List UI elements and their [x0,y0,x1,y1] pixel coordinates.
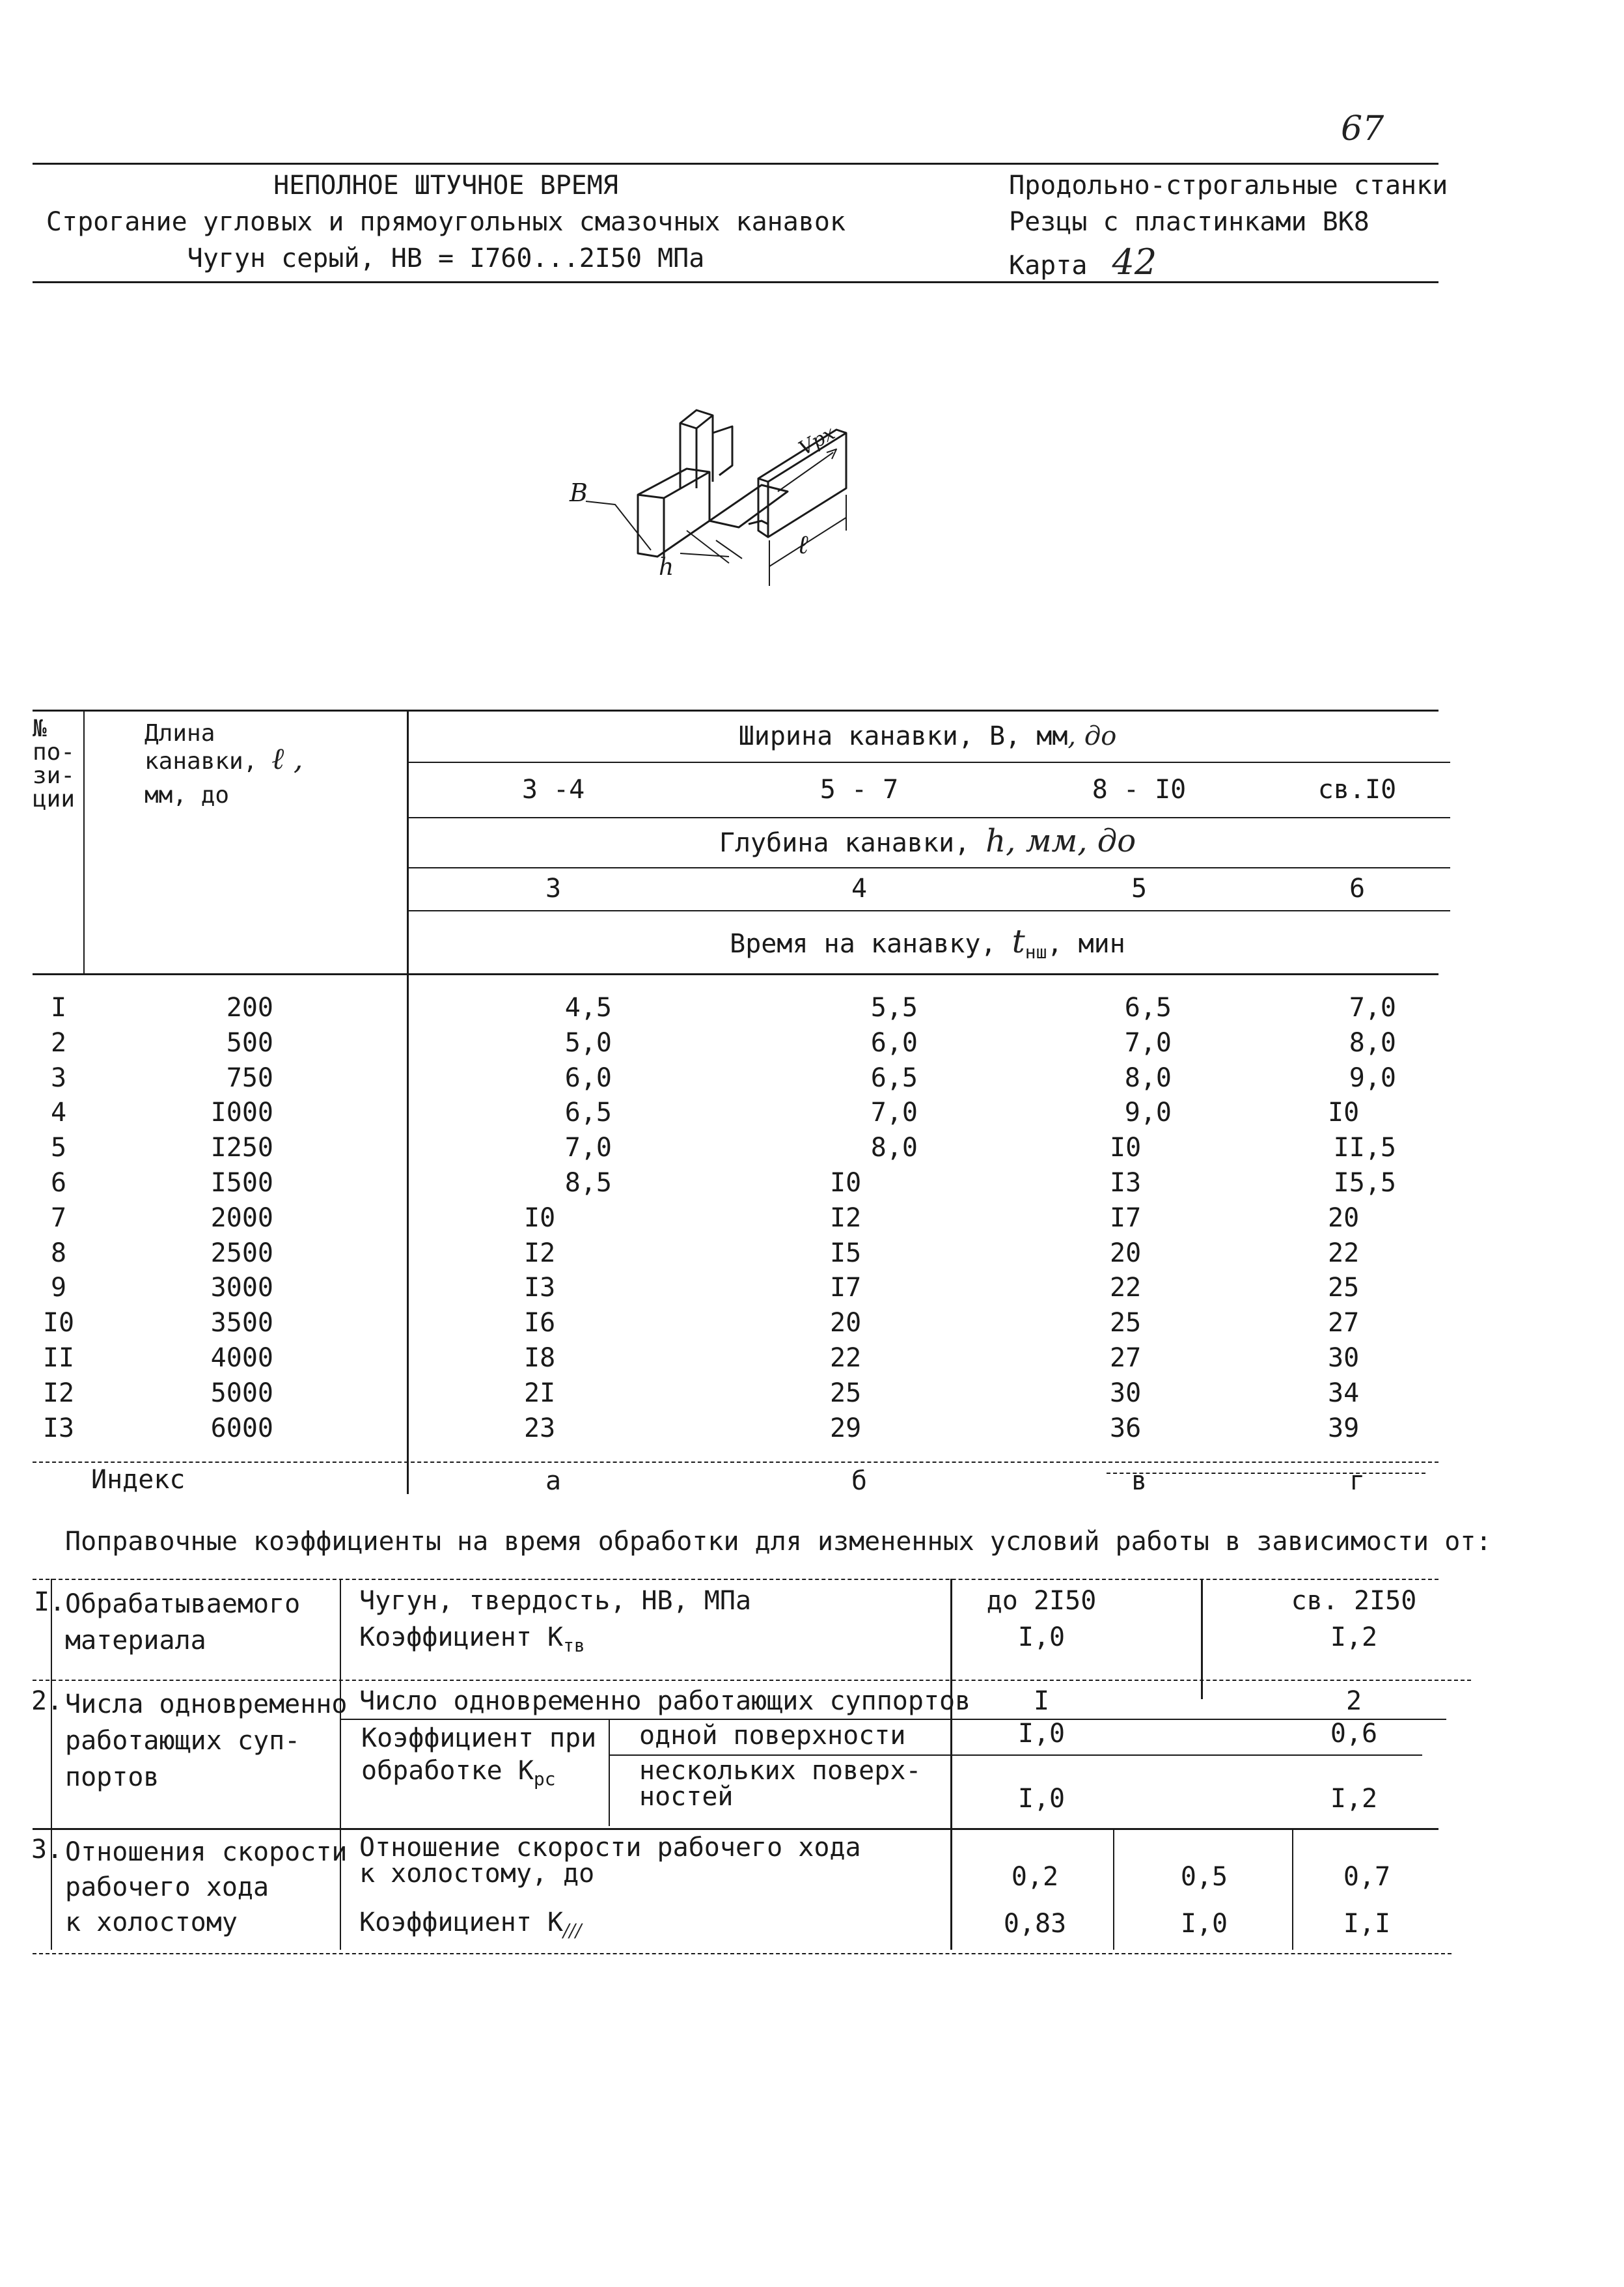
width-range: 3 -4 [521,775,585,805]
header-bottom-rule [33,281,1438,283]
row-time-value: 5,5 [870,993,918,1023]
row-time-value: 5,0 [564,1028,612,1058]
row-time-value: 8,0 [1349,1028,1396,1058]
corr-vline-val [950,1579,952,1950]
depth-header-handwritten: h, мм, до [985,823,1136,859]
s1-coef-label: Коэффициент $К_{тв}$ [359,1622,585,1656]
planing-sketch [547,391,872,605]
row-length: 500 [226,1028,273,1058]
row-length: 750 [226,1063,273,1093]
row-time-value: I5,5 [1333,1168,1396,1198]
row-time-value: 7,0 [870,1098,918,1128]
s3-ratio: 0,2 [1011,1862,1059,1892]
s3-coef: I,I [1343,1909,1391,1939]
sketch-label-h: h [659,554,674,581]
s2-vline-coef [609,1719,610,1826]
main-table-header-bottom-rule [33,973,1438,975]
time-symbol: t [1012,922,1025,960]
s2-one-surface: одной поверхности [639,1721,906,1751]
correction-intro: Поправочные коэффициенты на время обработки для измененных условий работы в зависимости от: [65,1527,1492,1557]
row-time-value: I2 [830,1203,862,1233]
row-pos: I3 [42,1413,75,1443]
time-unit: , мин [1047,929,1125,959]
s3-coef: I,0 [1180,1909,1228,1939]
time-sub: нш [1025,941,1047,963]
row-time-value: 8,0 [870,1133,918,1163]
row-time-value: 7,0 [1349,993,1396,1023]
width-range-rule [409,817,1450,818]
row-time-value: I5 [830,1238,862,1268]
row-time-value: I6 [524,1308,556,1338]
length-header-line: Длина [145,720,215,747]
header-tool: Резцы с пластинками ВК8 [1009,207,1369,237]
row-time-value: II,5 [1333,1133,1396,1163]
row-length: 2500 [210,1238,273,1268]
row-time-value: 7,0 [564,1133,612,1163]
depth-value: 5 [1131,874,1148,904]
row-length: 200 [226,993,273,1023]
s1-val-b: I,2 [1330,1622,1378,1652]
s1-bottom-rule [33,1680,1471,1681]
header-subtitle: Строгание угловых и прямоугольных смазочных канавок [46,207,846,237]
row-time-value: 27 [1328,1308,1360,1338]
s2-name: Числа одновременно работающих суп- портов [65,1689,348,1792]
width-header-rule [409,762,1450,763]
s3-vline-a [1113,1828,1114,1950]
row-time-value: I0 [1110,1133,1142,1163]
row-time-value: 6,5 [564,1098,612,1128]
row-time-value: I0 [1328,1098,1360,1128]
row-pos: 6 [50,1168,67,1198]
row-time-value: 23 [524,1413,556,1443]
index-value: в [1131,1466,1148,1496]
index-value: б [851,1466,868,1496]
card-label: Карта [1009,251,1088,281]
row-time-value: I7 [830,1273,862,1303]
length-header-line: мм, до [145,782,230,809]
s2-support-a: I [1033,1686,1050,1716]
row-length: I500 [210,1168,273,1198]
index-label: Индекс [91,1465,186,1495]
row-pos: 5 [50,1133,67,1163]
length-header [145,721,303,808]
s2-bottom-rule [33,1828,1438,1830]
s1-val-a-top: до 2I50 [986,1586,1097,1616]
depth-value: 6 [1349,874,1366,904]
row-time-value: 25 [1110,1308,1142,1338]
index-bottom-rule [1107,1473,1425,1474]
s2-num: 2. [31,1686,63,1716]
row-pos: II [42,1343,75,1373]
row-length: I000 [210,1098,273,1128]
row-length: 4000 [210,1343,273,1373]
header-machine: Продольно-строгальные станки [1009,171,1448,201]
sketch-groove [709,485,788,527]
width-range: 8 - I0 [1092,775,1187,805]
s3-coef: 0,83 [1003,1909,1067,1939]
row-length: 3000 [210,1273,273,1303]
row-time-value: 22 [1110,1273,1142,1303]
index-rule [33,1462,1438,1463]
row-pos: 3 [50,1063,67,1093]
row-time-value: 6,5 [1124,993,1172,1023]
row-time-value: 8,0 [1124,1063,1172,1093]
depth-value: 4 [851,874,868,904]
row-time-value: 6,0 [870,1028,918,1058]
pos-header-line: зи- [33,762,76,789]
row-time-value: I7 [1110,1203,1142,1233]
corr-top-rule [33,1579,1438,1580]
length-header-line: канавки, ℓ , [145,741,303,776]
row-length: 6000 [210,1413,273,1443]
pos-header-line: по- [33,739,76,766]
row-time-value: 25 [830,1378,862,1408]
card-number: 42 [1112,242,1157,283]
header-top-rule [33,163,1438,165]
row-pos: 2 [50,1028,67,1058]
header-card [1009,242,1157,283]
row-time-value: 29 [830,1413,862,1443]
s2-many-surfaces: нескольких поверх- ностей [639,1756,922,1812]
s1-name: Обрабатываемого материала [65,1589,301,1656]
s2-one-b: 0,6 [1330,1719,1378,1749]
corr-bottom-rule [33,1953,1452,1954]
width-header-handwritten: , до [1067,721,1117,751]
row-time-value: 30 [1328,1343,1360,1373]
row-time-value: 20 [1110,1238,1142,1268]
s2-many-a: I,0 [1017,1784,1066,1814]
width-header: Ширина канавки, В, мм, до [738,721,1117,751]
s3-coef-label: Коэффициент $К_{///}$ [359,1907,582,1941]
depth-header-rule [409,867,1450,868]
row-time-value: 7,0 [1124,1028,1172,1058]
row-length: 3500 [210,1308,273,1338]
row-time-value: 30 [1110,1378,1142,1408]
row-time-value: 6,0 [564,1063,612,1093]
depth-header: Глубина канавки, h, мм, до [719,823,1136,859]
header-title: НЕПОЛНОЕ ШТУЧНОЕ ВРЕМЯ [273,171,618,201]
row-pos: 9 [50,1273,67,1303]
row-time-value: 9,0 [1349,1063,1396,1093]
s2-coef: Коэффициент при обработке $К_{рс}$ [361,1723,597,1790]
sketch-label-b: В [570,478,588,507]
row-time-value: 39 [1328,1413,1360,1443]
main-table-vline-pos [83,710,85,973]
s3-name: Отношения скорости рабочего хода к холостому [65,1837,348,1937]
row-time-value: 22 [1328,1238,1360,1268]
row-time-value: I0 [524,1203,556,1233]
row-time-value: 4,5 [564,993,612,1023]
s3-ratio: 0,7 [1343,1862,1391,1892]
s1-val-a: I,0 [1017,1622,1066,1652]
pos-header-line: ции [33,786,76,812]
row-time-value: 2I [524,1378,556,1408]
row-time-value: I3 [1110,1168,1142,1198]
header-material: Чугун серый, НВ = I760...2I50 МПа [187,243,705,273]
s1-num: I. [34,1587,66,1617]
row-pos: 7 [50,1203,67,1233]
s3-vline-b [1292,1828,1293,1950]
row-length: I250 [210,1133,273,1163]
width-range: св.I0 [1317,775,1397,805]
time-header: Время на канавку, $t_{нш}$, мин [730,922,1125,963]
row-pos: I2 [42,1378,75,1408]
s2-one-a: I,0 [1017,1719,1066,1749]
row-time-value: I2 [524,1238,556,1268]
row-length: 2000 [210,1203,273,1233]
row-time-value: I0 [830,1168,862,1198]
row-time-value: 8,5 [564,1168,612,1198]
row-pos: 8 [50,1238,67,1268]
row-time-value: 9,0 [1124,1098,1172,1128]
pos-header-line: № [33,715,47,742]
sketch-label-l: ℓ [797,530,808,560]
row-time-value: 22 [830,1343,862,1373]
corr-vline-num [51,1579,52,1950]
sketch-label-v: Vрх [795,421,840,460]
row-pos: I [50,993,67,1023]
corr-vline-val2 [1201,1579,1203,1699]
row-time-value: 27 [1110,1343,1142,1373]
s1-param: Чугун, твердость, НВ, МПа [359,1586,752,1616]
row-time-value: 36 [1110,1413,1142,1443]
row-pos: I0 [42,1308,75,1338]
row-time-value: 20 [830,1308,862,1338]
row-time-value: I8 [524,1343,556,1373]
row-time-value: 34 [1328,1378,1360,1408]
index-value: а [545,1466,562,1496]
depth-value: 3 [545,874,562,904]
s3-ratio: 0,5 [1180,1862,1228,1892]
s2-many-b: I,2 [1330,1784,1378,1814]
row-time-value: 6,5 [870,1063,918,1093]
page-number: 67 [1341,109,1384,148]
s1-val-b-top: св. 2I50 [1291,1586,1417,1616]
pos-header [33,717,75,811]
row-time-value: 25 [1328,1273,1360,1303]
row-time-value: I3 [524,1273,556,1303]
row-time-value: 20 [1328,1203,1360,1233]
width-range: 5 - 7 [819,775,899,805]
s3-param: Отношение скорости рабочего хода к холостому, до [359,1833,861,1889]
index-value: г [1349,1466,1366,1496]
s3-num: 3. [31,1835,63,1864]
s2-support-b: 2 [1345,1686,1362,1716]
length-symbol: ℓ , [271,741,303,776]
s2-param: Число одновременно работающих суппортов [359,1686,971,1716]
main-table-top-rule [33,710,1438,712]
row-pos: 4 [50,1098,67,1128]
sketch-left-block [638,469,709,557]
depth-rule [409,910,1450,911]
row-length: 5000 [210,1378,273,1408]
